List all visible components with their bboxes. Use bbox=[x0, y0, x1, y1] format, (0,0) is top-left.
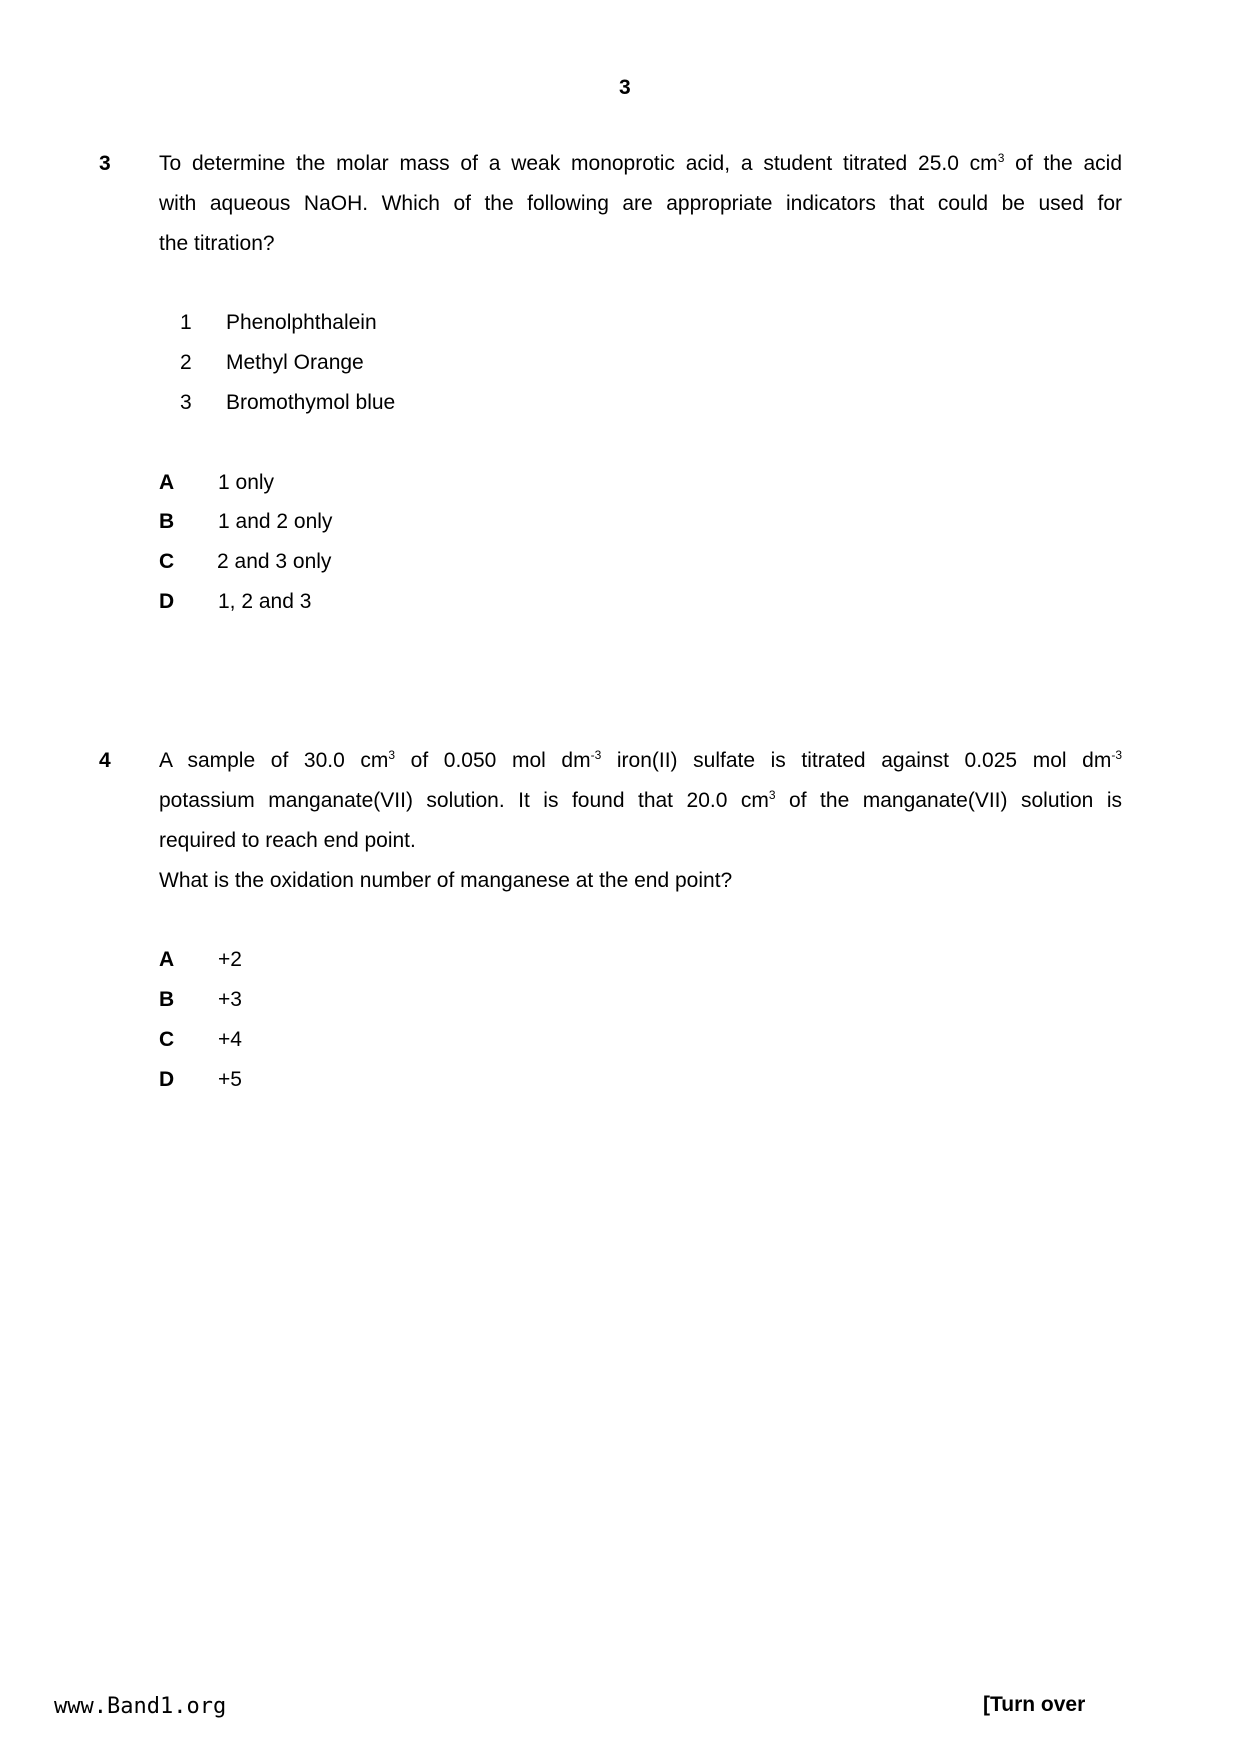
question-prompt: What is the oxidation number of manganese at the end point? bbox=[159, 869, 733, 892]
superscript: 3 bbox=[388, 748, 396, 762]
option-letter: B bbox=[159, 988, 175, 1011]
footer-website: www.Band1.org bbox=[54, 1694, 227, 1719]
question-text-line: required to reach end point. bbox=[159, 829, 416, 852]
item-number: 1 bbox=[180, 311, 192, 334]
item-label: Bromothymol blue bbox=[226, 391, 396, 414]
page-number: 3 bbox=[619, 76, 631, 99]
question-text-line bbox=[159, 789, 1122, 813]
question-text-line bbox=[159, 749, 1122, 773]
superscript: 3 bbox=[997, 151, 1005, 165]
turn-over-label: [Turn over bbox=[983, 1693, 1086, 1716]
question-text-line: the titration? bbox=[159, 232, 275, 255]
text: iron(II) sulfate is titrated against 0.025 mol dm bbox=[601, 749, 1112, 772]
text: A sample of 30.0 cm bbox=[159, 749, 389, 772]
option-text: 1 only bbox=[218, 471, 275, 494]
text: of the acid bbox=[1004, 152, 1122, 175]
option-letter: D bbox=[159, 1068, 175, 1091]
option-letter: A bbox=[159, 948, 175, 971]
option-text: +3 bbox=[218, 988, 242, 1011]
option-text: +4 bbox=[218, 1028, 242, 1051]
superscript: -3 bbox=[1111, 748, 1122, 762]
option-letter: A bbox=[159, 471, 175, 494]
option-letter: C bbox=[159, 550, 175, 573]
option-text: +2 bbox=[218, 948, 242, 971]
option-letter: B bbox=[159, 510, 175, 533]
option-text: 1 and 2 only bbox=[218, 510, 333, 533]
text: potassium manganate(VII) solution. It is found that 20.0 cm bbox=[159, 789, 769, 812]
option-text: 1, 2 and 3 bbox=[218, 590, 312, 613]
superscript: 3 bbox=[768, 788, 776, 802]
text: To determine the molar mass of a weak monoprotic acid, a student titrated 25.0 cm bbox=[159, 152, 998, 175]
option-letter: D bbox=[159, 590, 175, 613]
question-text-line: with aqueous NaOH. Which of the following are appropriate indicators that could be used for bbox=[159, 192, 1122, 215]
option-text: 2 and 3 only bbox=[217, 550, 332, 573]
item-number: 3 bbox=[180, 391, 192, 414]
item-label: Phenolphthalein bbox=[226, 311, 377, 334]
text: of 0.050 mol dm bbox=[395, 749, 591, 772]
item-label: Methyl Orange bbox=[226, 351, 364, 374]
question-text-line bbox=[159, 152, 1122, 176]
option-letter: C bbox=[159, 1028, 175, 1051]
question-number: 4 bbox=[99, 749, 111, 772]
question-number: 3 bbox=[99, 152, 111, 175]
superscript: -3 bbox=[590, 748, 602, 762]
text: of the manganate(VII) solution is bbox=[775, 789, 1123, 812]
item-number: 2 bbox=[180, 351, 192, 374]
option-text: +5 bbox=[218, 1068, 242, 1091]
